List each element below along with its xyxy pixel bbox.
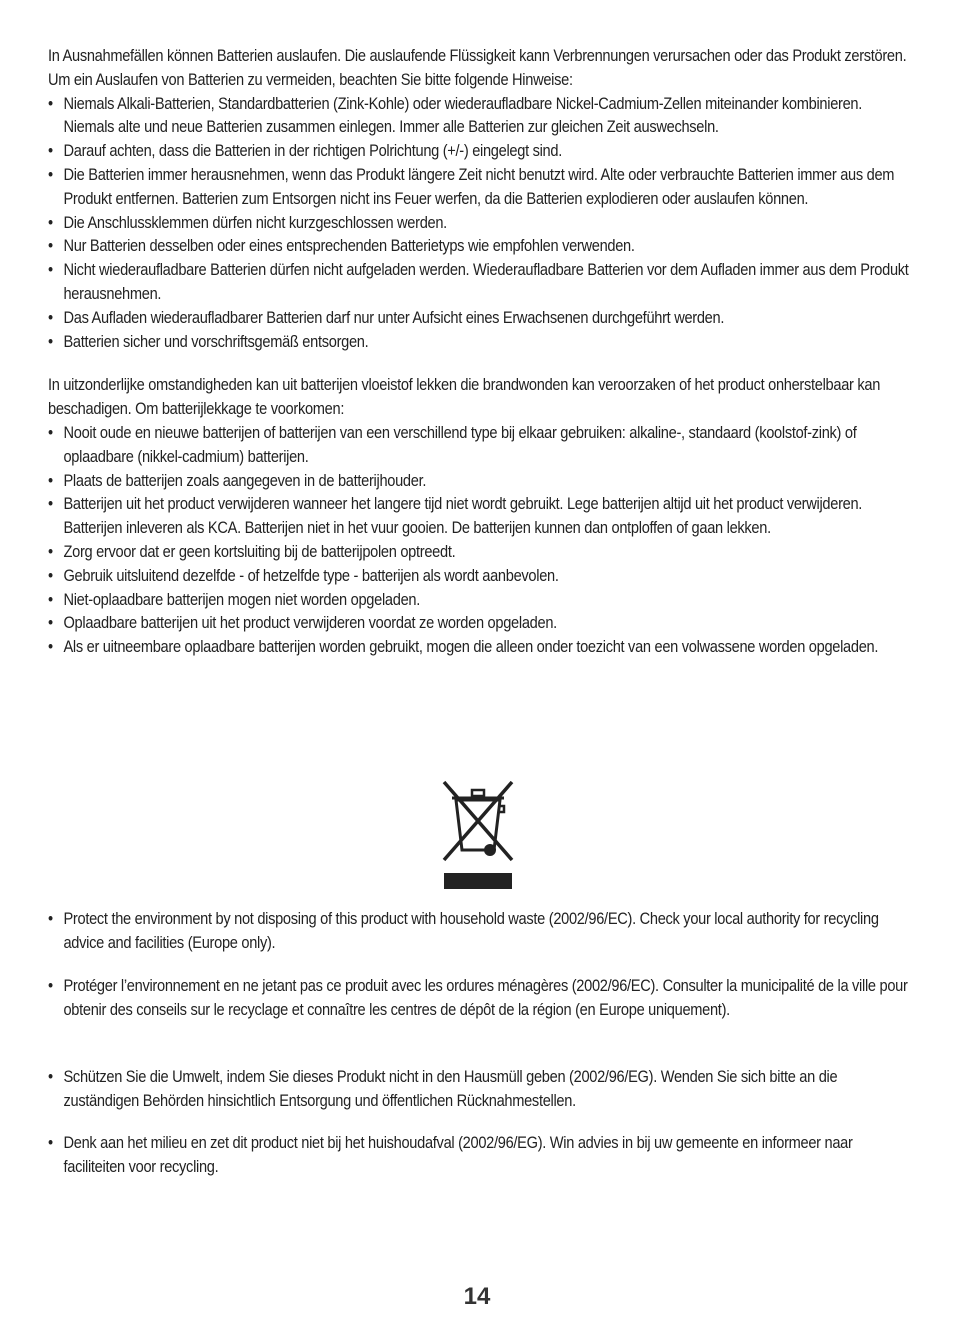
list-item: • Nur Batterien desselben oder eines entsprechenden Batterietyps wie empfohlen verwenden. [48, 234, 910, 258]
list-item: • Batterijen uit het product verwijderen wanneer het langere tijd niet wordt gebruikt. Lege batterijen altijd uit het product verwijderen. Batterijen inleveren als KCA. Batterijen niet in het vuur gooien. De batterijen kunnen dan ontploffen of gaan lekken. [48, 492, 910, 540]
german-list [48, 92, 910, 354]
list-item: • Plaats de batterijen zoals aangegeven in de batterijhouder. [48, 469, 910, 493]
list-item: • Denk aan het milieu en zet dit product niet bij het huishoudafval (2002/96/EG). Win advies in bij uw gemeente en informeer naar faciliteiten voor recycling. [48, 1131, 910, 1179]
environment-item-fr [48, 974, 910, 1022]
dutch-intro: In uitzonderlijke omstandigheden kan uit batterijen vloeistof lekken die brandwonden kan veroorzaken of het product onherstelbaar kan beschadigen. Om batterijlekkage te voorkomen: [48, 375, 881, 419]
crossed-out-wheeled-bin-icon [440, 778, 516, 890]
list-item: • Darauf achten, dass die Batterien in der richtigen Polrichtung (+/-) eingelegt sind. [48, 139, 910, 163]
list-item: • Das Aufladen wiederaufladbarer Batterien darf nur unter Aufsicht eines Erwachsenen durchgeführt werden. [48, 306, 910, 330]
list-item: • Schützen Sie die Umwelt, indem Sie dieses Produkt nicht in den Hausmüll geben (2002/96/EG). Wenden Sie sich bitte an die zuständigen Behörden hinsichtlich Entsorgung und öffentlichen Rücknahmestellen. [48, 1065, 910, 1113]
german-intro: In Ausnahmefällen können Batterien auslaufen. Die auslaufende Flüssigkeit kann Verbrennungen verursachen oder das Produkt zerstören. Um ein Auslaufen von Batterien zu vermeiden, beachten Sie bitte folgende Hinweise: [48, 46, 907, 89]
list-item: • Protect the environment by not disposing of this product with household waste (2002/96/EC). Check your local authority for recycling advice and facilities (Europe only). [48, 907, 910, 955]
list-item: • Als er uitneembare oplaadbare batterijen worden gebruikt, mogen die alleen onder toezicht van een volwassene worden opgeladen. [48, 635, 910, 659]
list-item: • Nooit oude en nieuwe batterijen of batterijen van een verschillend type bij elkaar gebruiken: alkaline-, standaard (koolstof-zink) of oplaadbare (nikkel-cadmium) batterijen. [48, 421, 910, 469]
battery-safety-text [48, 44, 910, 659]
list-item: • Die Anschlussklemmen dürfen nicht kurzgeschlossen werden. [48, 211, 910, 235]
page-number: 14 [463, 1283, 491, 1310]
list-item: • Die Batterien immer herausnehmen, wenn das Produkt längere Zeit nicht benutzt wird. Alte oder verbrauchte Batterien immer aus dem Produkt entfernen. Batterien zum Entsorgen nicht ins Feuer werfen, da die Batterien explodieren oder auslaufen können. [48, 163, 910, 211]
list-item: • Niet-oplaadbare batterijen mogen niet worden opgeladen. [48, 588, 910, 612]
dutch-list [48, 421, 910, 659]
list-item: • Batterien sicher und vorschriftsgemäß entsorgen. [48, 330, 910, 354]
environment-item-nl [48, 1131, 910, 1179]
list-item: • Protéger l’environnement en ne jetant pas ce produit avec les ordures ménagères (2002/96/EC). Consulter la municipalité de la ville pour obtenir des conseils sur le recyclage et connaître les centres de dépôt de la région (en Europe uniquement). [48, 974, 910, 1022]
list-item: • Oplaadbare batterijen uit het product verwijderen voordat ze worden opgeladen. [48, 611, 910, 635]
list-item: • Nicht wiederaufladbare Batterien dürfen nicht aufgeladen werden. Wiederaufladbare Batterien vor dem Aufladen immer aus dem Produkt herausnehmen. [48, 258, 910, 306]
environment-item-en [48, 907, 910, 955]
list-item: • Niemals Alkali-Batterien, Standardbatterien (Zink-Kohle) oder wiederaufladbare Nickel-Cadmium-Zellen miteinander kombinieren. Niemals alte und neue Batterien zusammen einlegen. Immer alle Batterien zur gleichen Zeit auswechseln. [48, 92, 910, 140]
list-item: • Gebruik uitsluitend dezelfde - of hetzelfde type - batterijen als wordt aanbevolen. [48, 564, 910, 588]
list-item: • Zorg ervoor dat er geen kortsluiting bij de batterijpolen optreedt. [48, 540, 910, 564]
environment-item-de [48, 1065, 910, 1113]
